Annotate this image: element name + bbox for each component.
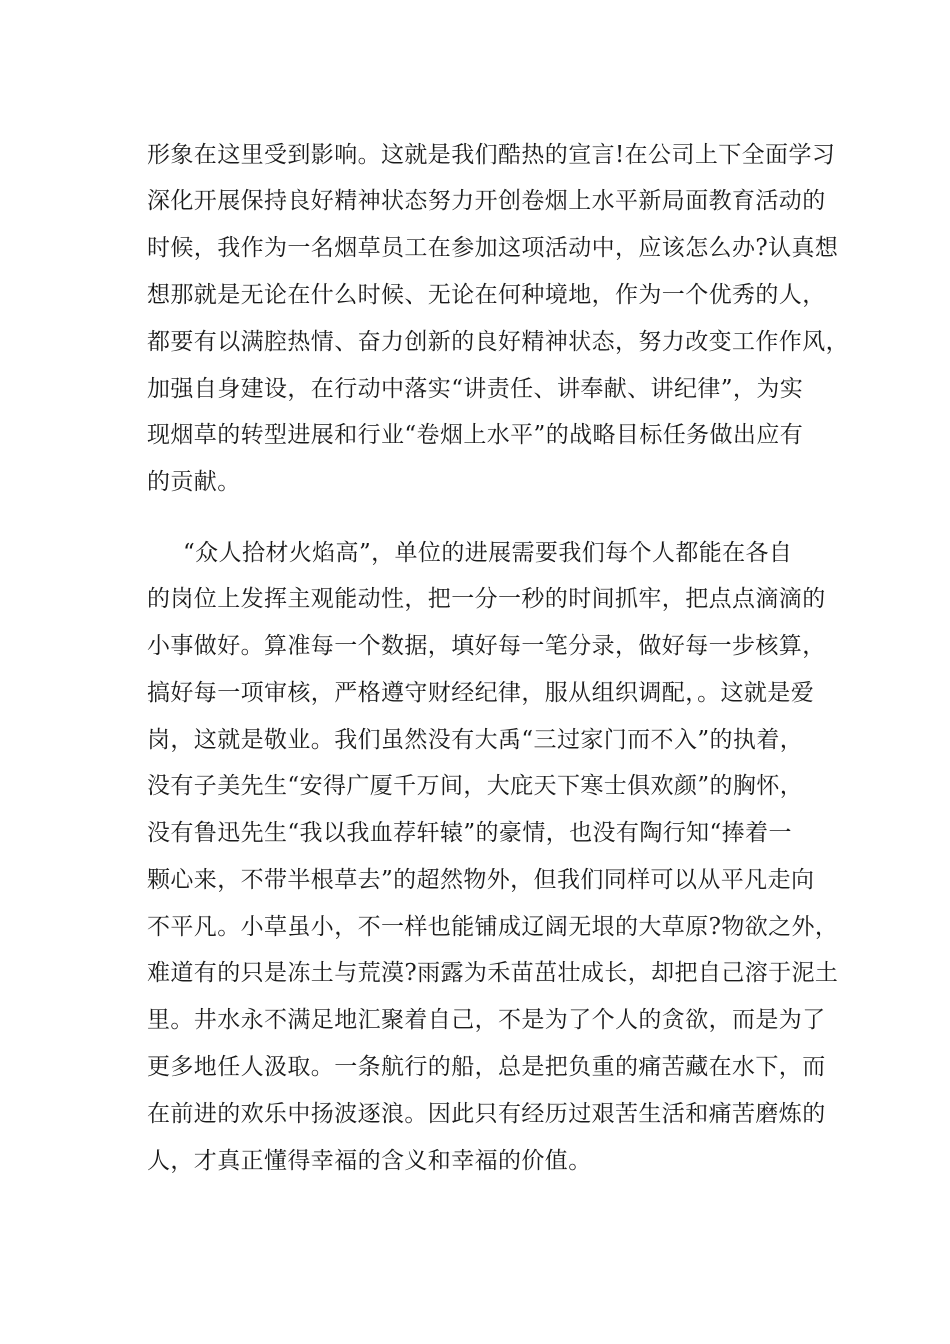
text-line: 现烟草的转型进展和行业“卷烟上水平”的战略目标任务做出应有 [147, 422, 804, 448]
text-line: 岗，这就是敬业。我们虽然没有大禹“三过家门而不入”的执着， [147, 727, 804, 753]
text-line: 搞好每一项审核，严格遵守财经纪律，服从组织调配，。这就是爱 [147, 680, 815, 706]
text-line: 的岗位上发挥主观能动性，把一分一秒的时间抓牢，把点点滴滴的 [147, 586, 826, 612]
text-line: 没有鲁迅先生“我以我血荐轩辕”的豪情，也没有陶行知“捧着一 [147, 820, 792, 846]
text-line: 人，才真正懂得幸福的含义和幸福的价值。 [147, 1148, 592, 1174]
text-line: 颗心来，不带半根草去”的超然物外，但我们同样可以从平凡走向 [147, 867, 815, 893]
text-line: 没有子美先生“安得广厦千万间，大庇天下寒士俱欢颜”的胸怀， [147, 773, 804, 799]
text-line: 的贡献。 [147, 469, 241, 495]
text-line: 深化开展保持良好精神状态努力开创卷烟上水平新局面教育活动的 [147, 188, 826, 214]
text-line: 不平凡。小草虽小，不一样也能铺成辽阔无垠的大草原?物欲之外， [147, 914, 839, 940]
text-line: 小事做好。算准每一个数据，填好每一笔分录，做好每一步核算， [147, 633, 826, 659]
text-line: 加强自身建设，在行动中落实“讲责任、讲奉献、讲纪律”，为实 [147, 376, 804, 402]
text-line: 难道有的只是冻土与荒漠?雨露为禾苗茁壮成长，却把自己溶于泥土 [147, 960, 839, 986]
text-line: 形象在这里受到影响。这就是我们酷热的宣言!在公司上下全面学习 [147, 142, 836, 168]
text-line: 里。井水永不满足地汇聚着自己，不是为了个人的贪欲，而是为了 [147, 1007, 826, 1033]
text-line: 想那就是无论在什么时候、无论在何种境地，作为一个优秀的人， [147, 282, 826, 308]
text-line: 时候，我作为一名烟草员工在参加这项活动中，应该怎么办?认真想 [147, 235, 839, 261]
text-line: 在前进的欢乐中扬波逐浪。因此只有经历过艰苦生活和痛苦磨炼的 [147, 1101, 826, 1127]
text-line: 都要有以满腔热情、奋力创新的良好精神状态，努力改变工作作风， [147, 329, 849, 355]
text-line: “众人拾材火焰高”，单位的进展需要我们每个人都能在各自 [183, 540, 793, 566]
text-line: 更多地任人汲取。一条航行的船，总是把负重的痛苦藏在水下，而 [147, 1054, 826, 1080]
